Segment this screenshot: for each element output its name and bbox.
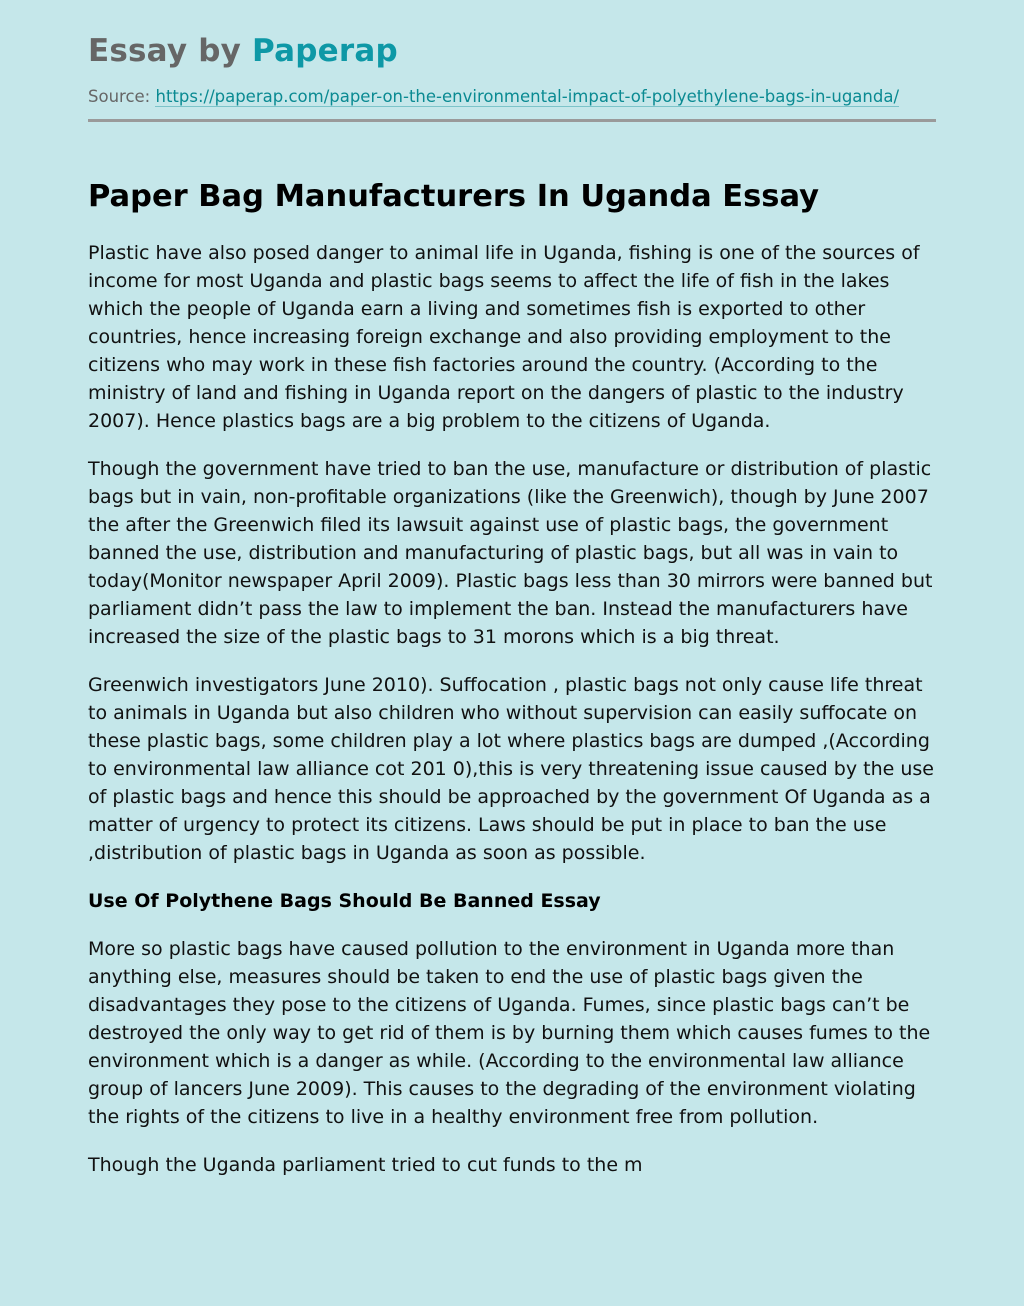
paragraph: Plastic have also posed danger to animal life in Uganda, fishing is one of the sources of income for most Uganda and plastic bags seems to affect the life of fish in the lakes which the people of Uganda earn a living and sometimes fish is exported to other countries, hence increasing foreign exchange and also providing employment to the citizens who may work in these fish factories around the country. (According to the ministry of land and fishing in Uganda report on the dangers of plastic to the industry 2007). Hence plastics bags are a big problem to the citizens of Uganda. [88,242,920,432]
article-title: Paper Bag Manufacturers In Uganda Essay [88,179,819,214]
source-link[interactable]: https://paperap.com/paper-on-the-environmental-impact-of-polyethylene-bags-in-uganda/ [155,87,900,106]
source-label: Source: [88,87,151,106]
brand-header [88,0,936,71]
paragraph: Though the government have tried to ban the use, manufacture or distribution of plastic bags but in vain, non-profitable organizations (like the Greenwich), though by June 2007 the after the Greenwich filed its lawsuit against use of plastic bags, the government banned the use, distribution and manufacturing of plastic bags, but all was in vain to today(Monitor newspaper April 2009). Plastic bags less than 30 mirrors were banned but parliament didn’t pass the law to implement the ban. Instead the manufacturers have increased the size of the plastic bags to 31 morons which is a big threat. [88,458,933,648]
paragraph: Greenwich investigators June 2010). Suffocation , plastic bags not only cause life threat to animals in Uganda but also children who without supervision can easily suffocate on these plastic bags, some children play a lot where plastics bags are dumped ,(According to environmental law alliance cot 201 0),this is very threatening issue caused by the use of plastic bags and hence this should be approached by the government Of Uganda as a matter of urgency to protect its citizens. Laws should be put in place to ban the use ,distribution of plastic bags in Uganda as soon as possible. [88,674,934,864]
section-subheading: Use Of Polythene Bags Should Be Banned Essay [88,890,601,912]
paragraph-truncated: Though the Uganda parliament tried to cut funds to the m [88,1154,643,1176]
paragraph: More so plastic bags have caused pollution to the environment in Uganda more than anything else, measures should be taken to end the use of plastic bags given the disadvantages they pose to the citizens of Uganda. Fumes, since plastic bags can’t be destroyed the only way to get rid of them is by burning them which causes fumes to the environment which is a danger as while. (According to the environmental law alliance group of lancers June 2009). This causes to the degrading of the environment violating the rights of the citizens to live in a healthy environment free from pollution. [88,938,931,1128]
brand-name[interactable]: Paperap [252,33,398,69]
source-line [88,87,908,107]
article-body [88,239,936,1179]
brand-prefix: Essay by [88,33,253,69]
header-divider [88,119,936,122]
